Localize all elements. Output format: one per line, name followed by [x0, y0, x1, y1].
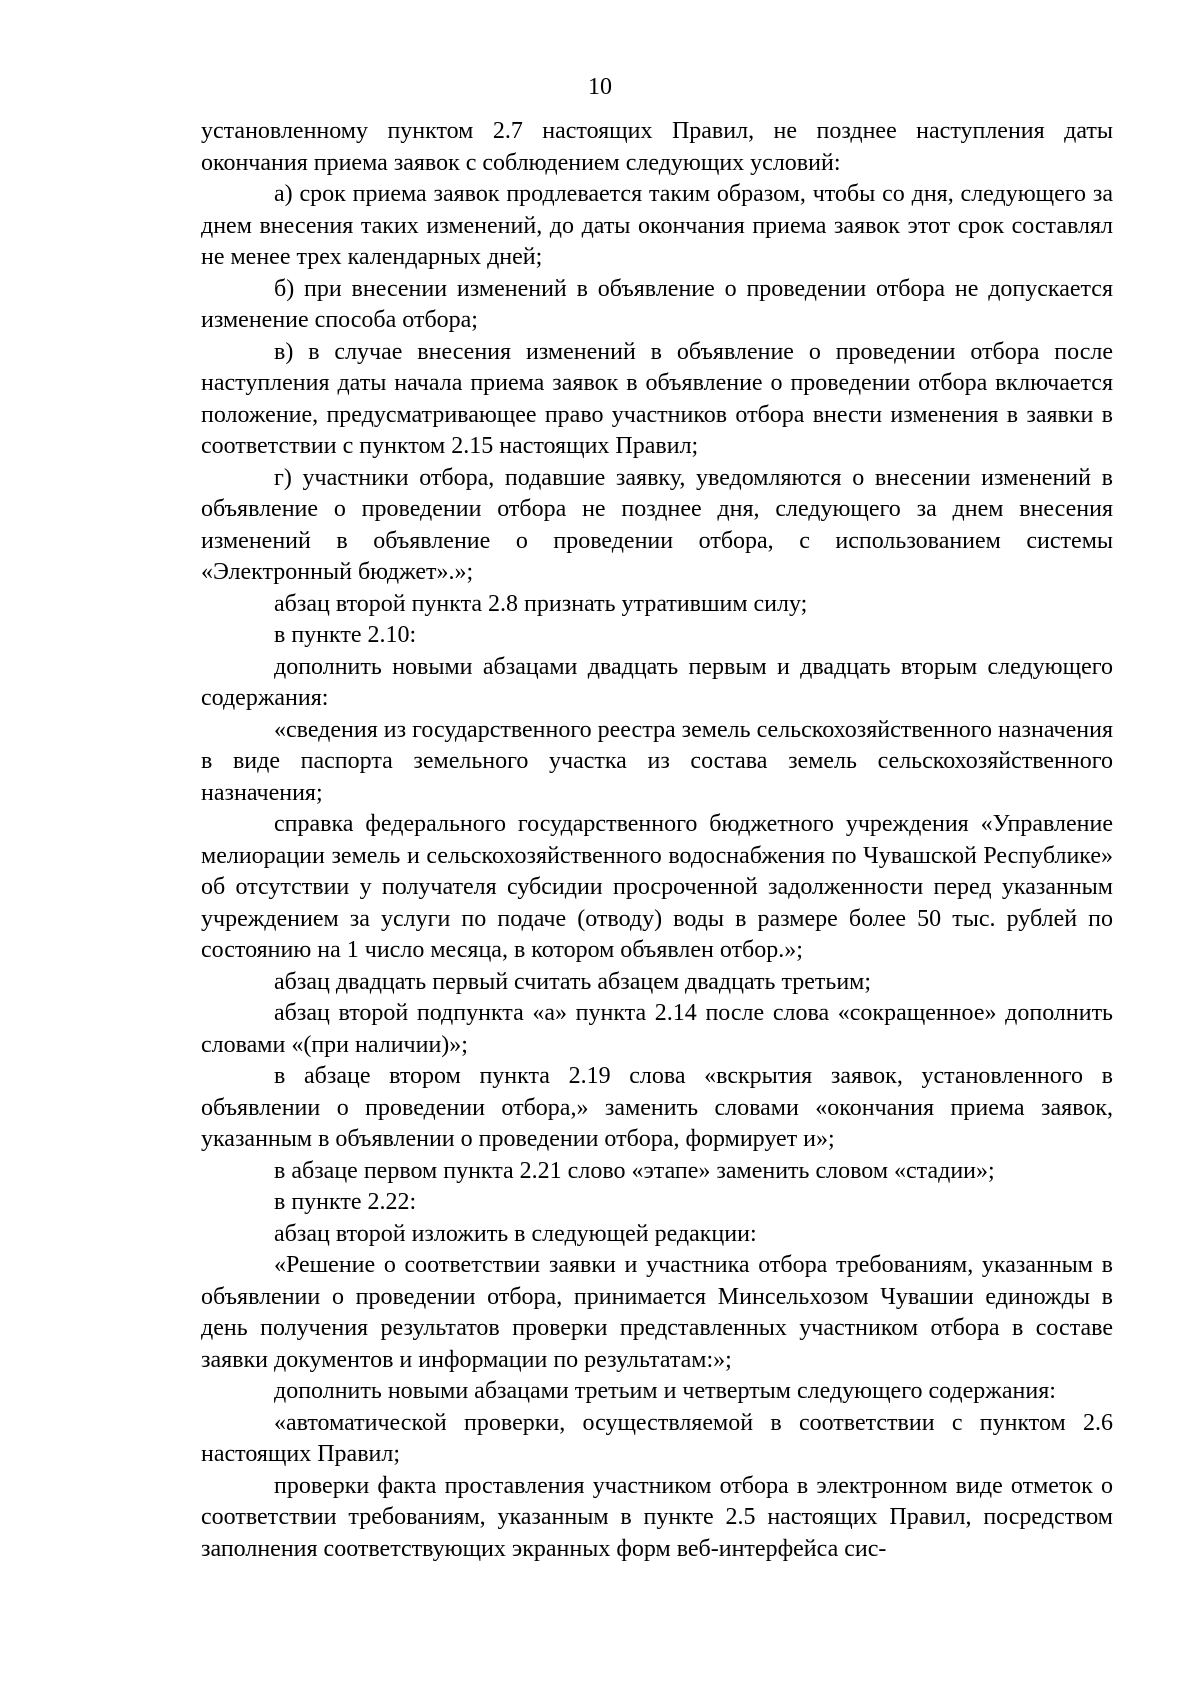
- paragraph-item-v: в) в случае внесения изменений в объявление о проведении отбора после наступления даты начала приема заявок в объявление о проведении отбора включается положение, предусматривающее право участников отбора внести изменения в заявки в соответствии с пунктом 2.15 настоящих Правил;: [201, 338, 1113, 459]
- paragraph: дополнить новыми абзацами третьим и четвертым следующего содержания:: [274, 1378, 1056, 1404]
- paragraph: дополнить новыми абзацами двадцать первым и двадцать вторым следующего содержания:: [201, 653, 1113, 711]
- page-number: 10: [588, 74, 612, 100]
- paragraph: в абзаце первом пункта 2.21 слово «этапе» заменить словом «стадии»;: [274, 1157, 995, 1184]
- paragraph: проверки факта проставления участником отбора в электронном виде отметок о соответствии требованиям, указанным в пункте 2.5 настоящих Правил, посредством заполнения соответствующих экранных форм веб-интерфейса сис-: [201, 1472, 1113, 1562]
- paragraph: в абзаце втором пункта 2.19 слова «вскрытия заявок, установленного в объявлении о проведении отбора,» заменить словами «окончания приема заявок, указанным в объявлении о проведении отбора, формирует и»;: [201, 1063, 1113, 1152]
- paragraph: абзац второй изложить в следующей редакции:: [274, 1220, 757, 1247]
- paragraph: абзац второй подпункта «а» пункта 2.14 после слова «сокращенное» дополнить словами «(при наличии)»;: [201, 1000, 1113, 1058]
- paragraph: абзац двадцать первый считать абзацем двадцать третьим;: [274, 968, 872, 995]
- paragraph: справка федерального государственного бюджетного учреждения «Управление мелиорации земель и сельскохозяйственного водоснабжения по Чувашской Республике» об отсутствии у получателя субсидии просроченной задолженности перед указанным учреждением за услуги по подаче (отводу) воды в размере более 50 тыс. рублей по состоянию на 1 число месяца, в котором объявлен отбор.»;: [201, 811, 1113, 963]
- document-body: [201, 116, 1113, 1565]
- paragraph-continuation: установленному пунктом 2.7 настоящих Правил, не позднее наступления даты окончания приема заявок с соблюдением следующих условий:: [201, 118, 1113, 176]
- paragraph: «сведения из государственного реестра земель сельскохозяйственного назначения в виде паспорта земельного участка из состава земель сельскохозяйственного назначения;: [201, 716, 1113, 806]
- paragraph: в пункте 2.22:: [274, 1189, 417, 1215]
- paragraph: в пункте 2.10:: [274, 622, 417, 648]
- paragraph: «Решение о соответствии заявки и участника отбора требованиям, указанным в объявлении о проведении отбора, принимается Минсельхозом Чувашии единожды в день получения результатов проверки представленных участником отбора в составе заявки документов и информации по результатам:»;: [201, 1252, 1113, 1373]
- paragraph-item-g: г) участники отбора, подавшие заявку, уведомляются о внесении изменений в объявление о проведении отбора не позднее дня, следующего за днем внесения изменений в объявление о проведении отбора, с использованием системы «Электронный бюджет».»;: [201, 464, 1113, 585]
- paragraph-item-b: б) при внесении изменений в объявление о проведении отбора не допускается изменение способа отбора;: [201, 275, 1113, 333]
- paragraph-item-a: а) срок приема заявок продлевается таким образом, чтобы со дня, следующего за днем внесения таких изменений, до даты окончания приема заявок этот срок составлял не менее трех календарных дней;: [201, 181, 1113, 270]
- paragraph: «автоматической проверки, осуществляемой в соответствии с пунктом 2.6 настоящих Правил;: [201, 1409, 1113, 1467]
- paragraph: абзац второй пункта 2.8 признать утратившим силу;: [274, 590, 808, 617]
